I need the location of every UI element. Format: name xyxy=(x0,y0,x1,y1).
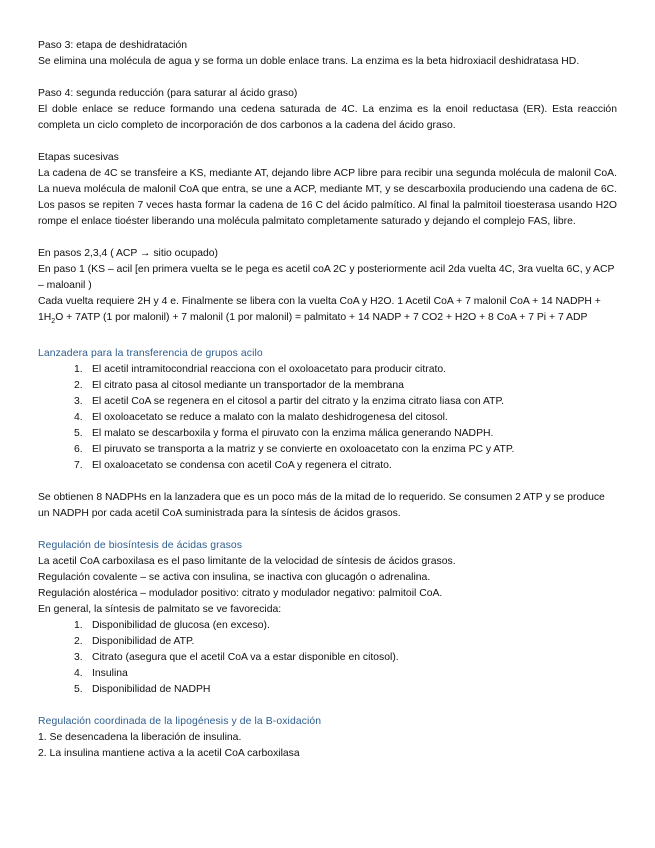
etapas-title: Etapas sucesivas xyxy=(38,152,119,163)
section-etapas-sucesivas xyxy=(38,150,617,230)
item-number: 3. xyxy=(74,652,83,664)
item-text: Disponibilidad de NADPH xyxy=(92,684,211,696)
list-item xyxy=(74,442,617,458)
list-item xyxy=(74,634,617,650)
list-item xyxy=(74,682,617,698)
list-item xyxy=(74,362,617,378)
section-paso3 xyxy=(38,38,617,70)
pasos-line-2: En paso 1 (KS – acil [en primera vuelta se le pega es acetil coA 2C y posteriormente acil 2da vuelta 4C, 3ra vuelta 6C, y ACP – maloanil ) xyxy=(38,264,615,291)
list-item xyxy=(74,650,617,666)
section-coordinada xyxy=(38,714,617,762)
regulacion-line: La acetil CoA carboxilasa es el paso limitante de la velocidad de síntesis de ácidos grasos. xyxy=(38,556,456,568)
item-text: El citrato pasa al citosol mediante un transportador de la membrana xyxy=(92,380,404,392)
item-number: 1. xyxy=(74,364,83,376)
item-number: 2. xyxy=(74,380,83,392)
lanzadera-summary: Se obtienen 8 NADPHs en la lanzadera que es un poco más de la mitad de lo requerido. Se consumen 2 ATP y se produce un NADPH por cada acetil CoA suministrada para la síntesis de ácidos grasos. xyxy=(38,492,605,520)
list-item xyxy=(74,618,617,634)
paso4-body: El doble enlace se reduce formando una cedena saturada de 4C. La enzima es la enoil reductasa (ER). Esta reacción completa un ciclo completo de incorporación de dos carbonos a la cadena del ácido graso. xyxy=(38,104,617,131)
subscript-2: 2 xyxy=(51,318,56,326)
spacer xyxy=(38,698,617,714)
etapas-body: La cadena de 4C se transfeire a KS, mediante AT, dejando libre ACP libre para recibir una segunda molécula de malonil CoA. La nueva molécula de malonil CoA que entra, se une a ACP, mediante MT, y se descarboxila produciendo una cadena de 6C. Los pasos se repiten 7 veces hasta formar la cadena de 16 C del ácido palmítico. Al final la palmitoil tioesterasa usando H2O rompe el enlace tioéster liberando una molécula palmitato completamente saturado y dejando el complejo FAS, libre. xyxy=(38,168,617,227)
item-text: Disponibilidad de glucosa (en exceso). xyxy=(92,620,270,632)
coordinada-heading: Regulación coordinada de la lipogénesis y de la B-oxidación xyxy=(38,716,322,728)
item-number: 1. xyxy=(74,620,83,632)
paso3-title: Paso 3: etapa de deshidratación xyxy=(38,40,188,51)
pasos-equation xyxy=(38,294,617,330)
coordinada-line: 2. La insulina mantiene activa a la acetil CoA carboxilasa xyxy=(38,748,300,760)
coordinada-line: 1. Se desencadena la liberación de insulina. xyxy=(38,732,242,744)
spacer xyxy=(38,330,617,346)
item-number: 2. xyxy=(74,636,83,648)
item-text: Insulina xyxy=(92,668,128,680)
item-number: 6. xyxy=(74,444,83,456)
equation-part-b: O + 7ATP (1 por malonil) + 7 malonil (1 por malonil) = palmitato + 14 NADP + 7 CO2 + H2O + 8 CoA + 7 Pi + 7 ADP xyxy=(55,312,588,323)
section-pasos xyxy=(38,246,617,330)
list-item xyxy=(74,410,617,426)
paso3-body: Se elimina una molécula de agua y se forma un doble enlace trans. La enzima es la beta hidroxiacil deshidratasa HD. xyxy=(38,56,580,67)
spacer xyxy=(38,70,617,86)
list-item xyxy=(74,426,617,442)
spacer xyxy=(38,474,617,490)
item-text: Citrato (asegura que el acetil CoA va a estar disponible en citosol). xyxy=(92,652,399,664)
list-item xyxy=(74,394,617,410)
regulacion-heading: Regulación de biosíntesis de ácidas grasos xyxy=(38,540,243,552)
lanzadera-heading: Lanzadera para la transferencia de grupos acilo xyxy=(38,348,263,360)
list-item xyxy=(74,666,617,682)
section-lanzadera xyxy=(38,346,617,522)
item-text: El acetil intramitocondrial reacciona con el oxoloacetato para producir citrato. xyxy=(92,364,447,376)
list-item xyxy=(74,378,617,394)
item-number: 3. xyxy=(74,396,83,408)
lanzadera-list xyxy=(38,362,617,474)
item-text: El malato se descarboxila y forma el piruvato con la enzima málica generando NADPH. xyxy=(92,428,494,440)
equation-part-a: Cada vuelta requiere 2H y 4 e. Finalmente se libera con la vuelta CoA y H2O. 1 Acetil CoA + 7 malonil CoA + 14 NADPH + 1H xyxy=(38,296,601,323)
spacer xyxy=(38,230,617,246)
item-text: El piruvato se transporta a la matriz y se convierte en oxoloacetato con la enzima PC y ATP. xyxy=(92,444,515,456)
list-item xyxy=(74,458,617,474)
section-regulacion xyxy=(38,538,617,698)
item-text: El oxoloacetato se reduce a malato con la malato deshidrogenesa del citosol. xyxy=(92,412,448,424)
regulacion-line: En general, la síntesis de palmitato se ve favorecida: xyxy=(38,604,282,616)
pasos-line-1: En pasos 2,3,4 ( ACP → sitio ocupado) xyxy=(38,248,219,259)
item-number: 5. xyxy=(74,684,83,696)
spacer xyxy=(38,522,617,538)
spacer xyxy=(38,134,617,150)
item-number: 4. xyxy=(74,668,83,680)
item-number: 5. xyxy=(74,428,83,440)
section-paso4 xyxy=(38,86,617,134)
regulacion-line: Regulación alostérica – modulador positivo: citrato y modulador negativo: palmitoil CoA. xyxy=(38,588,443,600)
item-text: El acetil CoA se regenera en el citosol a partir del citrato y la enzima citrato liasa con ATP. xyxy=(92,396,504,408)
paso4-title: Paso 4: segunda reducción (para saturar al ácido graso) xyxy=(38,88,298,99)
item-number: 7. xyxy=(74,460,83,472)
item-text: El oxaloacetato se condensa con acetil CoA y regenera el citrato. xyxy=(92,460,392,472)
item-number: 4. xyxy=(74,412,83,424)
regulacion-list xyxy=(38,618,617,698)
regulacion-line: Regulación covalente – se activa con insulina, se inactiva con glucagón o adrenalina. xyxy=(38,572,431,584)
item-text: Disponibilidad de ATP. xyxy=(92,636,195,648)
